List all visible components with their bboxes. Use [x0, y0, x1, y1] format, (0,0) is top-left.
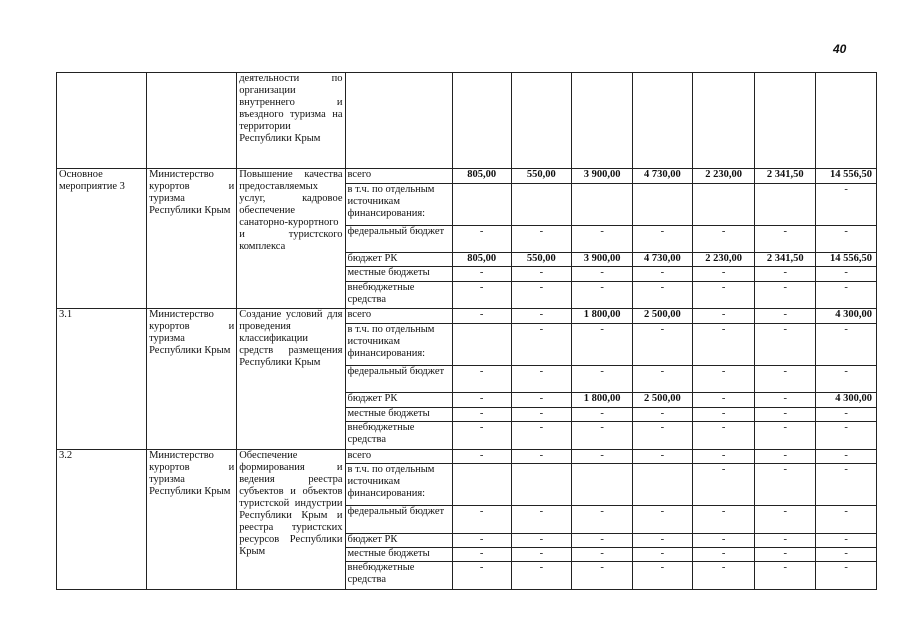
value-cell: -	[511, 323, 572, 365]
value-cell: -	[632, 505, 692, 533]
value-cell: -	[755, 547, 816, 561]
value-cell: -	[572, 449, 633, 463]
value-cell: -	[511, 547, 572, 561]
value-cell: -	[452, 281, 511, 309]
value-cell: -	[511, 449, 572, 463]
value-cell: 4 300,00	[816, 309, 877, 323]
value-cell: 14 556,50	[816, 169, 877, 183]
source-cell	[345, 73, 452, 169]
value-cell: 4 300,00	[816, 393, 877, 407]
value-cell: -	[692, 407, 755, 421]
value-cell: -	[816, 464, 877, 506]
value-cell: -	[452, 422, 511, 450]
executor-cell: Министерство курортов и туризма Республики Крым	[147, 309, 237, 449]
value-cell: -	[511, 267, 572, 281]
source-row-total	[57, 309, 877, 323]
value-cell	[632, 464, 692, 506]
value-cell	[452, 464, 511, 506]
value-cell: -	[692, 562, 755, 590]
event-cell: Создание условий для проведения классификации средств размещения Республики Крым	[237, 309, 345, 449]
value-cell: -	[452, 547, 511, 561]
source-label: всего	[345, 169, 452, 183]
value-cell: 550,00	[511, 169, 572, 183]
value-cell	[632, 183, 692, 225]
value-cell: -	[816, 225, 877, 253]
value-cell: 4 730,00	[632, 253, 692, 267]
value-cell: -	[511, 407, 572, 421]
value-cell: 2 500,00	[632, 393, 692, 407]
value-cell: -	[632, 407, 692, 421]
value-cell: 550,00	[511, 253, 572, 267]
value-cell: -	[755, 407, 816, 421]
value-cell: -	[692, 365, 755, 393]
source-label: внебюджетные средства	[345, 281, 452, 309]
value-cell: 2 500,00	[632, 309, 692, 323]
value-cell: -	[692, 225, 755, 253]
value-cell: -	[632, 547, 692, 561]
value-cell: 2 230,00	[692, 253, 755, 267]
value-cell	[452, 183, 511, 225]
value-cell: -	[511, 393, 572, 407]
value-cell: 3 900,00	[572, 169, 633, 183]
budget-table	[56, 72, 877, 590]
value-cell: -	[452, 365, 511, 393]
value-cell: -	[755, 533, 816, 547]
value-cell: -	[511, 225, 572, 253]
value-cell: 2 341,50	[755, 253, 816, 267]
value-cell: -	[632, 225, 692, 253]
block-label: 3.1	[57, 309, 147, 449]
value-cell: -	[632, 449, 692, 463]
value-cell: -	[511, 562, 572, 590]
page-number: 40	[833, 42, 847, 56]
value-cell: -	[452, 407, 511, 421]
value-cell: -	[632, 365, 692, 393]
value-cell	[572, 464, 633, 506]
value-cell: -	[692, 281, 755, 309]
event-cell: Повышение качества предоставляемых услуг, кадровое обеспечение санаторно-курортного и туристского комплекса	[237, 169, 345, 309]
value-cell	[452, 323, 511, 365]
value-cell: 2 341,50	[755, 169, 816, 183]
value-cell: -	[452, 505, 511, 533]
value-cell: -	[755, 323, 816, 365]
executor-cell	[147, 73, 237, 169]
value-cell: -	[755, 505, 816, 533]
value-cell: -	[816, 407, 877, 421]
value-cell: -	[511, 309, 572, 323]
value-cell: -	[755, 393, 816, 407]
value-cell: -	[572, 407, 633, 421]
value-cell: -	[755, 267, 816, 281]
value-cell: -	[452, 533, 511, 547]
value-cell: -	[692, 547, 755, 561]
source-label: внебюджетные средства	[345, 562, 452, 590]
value-cell: -	[816, 183, 877, 225]
source-label: всего	[345, 449, 452, 463]
source-label: федеральный бюджет	[345, 505, 452, 533]
event-cell: деятельности по организации внутреннего и въездного туризма на территории Республики Крым	[237, 73, 345, 169]
value-cell: -	[692, 267, 755, 281]
value-cell: -	[452, 393, 511, 407]
value-cell: 805,00	[452, 169, 511, 183]
value-cell: -	[632, 267, 692, 281]
source-label: местные бюджеты	[345, 407, 452, 421]
source-label: бюджет РК	[345, 533, 452, 547]
value-cell: -	[632, 323, 692, 365]
value-cell: -	[816, 281, 877, 309]
value-cell: -	[511, 365, 572, 393]
source-label: в т.ч. по отдельным источникам финансирования:	[345, 183, 452, 225]
value-cell: 4 730,00	[632, 169, 692, 183]
value-cell: -	[572, 365, 633, 393]
source-label: бюджет РК	[345, 253, 452, 267]
value-cell: -	[816, 533, 877, 547]
source-label: федеральный бюджет	[345, 225, 452, 253]
value-cell: -	[816, 562, 877, 590]
value-cell: -	[755, 309, 816, 323]
value-cell: 3 900,00	[572, 253, 633, 267]
source-row-total	[57, 449, 877, 463]
value-cell: -	[572, 505, 633, 533]
value-cell: -	[692, 449, 755, 463]
source-label: в т.ч. по отдельным источникам финансирования:	[345, 464, 452, 506]
block-label: Основное мероприятие 3	[57, 169, 147, 309]
source-row-total	[57, 169, 877, 183]
value-cell: -	[511, 505, 572, 533]
value-cell: -	[632, 422, 692, 450]
value-cell: -	[452, 309, 511, 323]
value-cell: -	[692, 323, 755, 365]
source-label: в т.ч. по отдельным источникам финансирования:	[345, 323, 452, 365]
value-cell: 14 556,50	[816, 253, 877, 267]
value-cell: -	[755, 464, 816, 506]
value-cell	[572, 183, 633, 225]
value-cell: -	[692, 505, 755, 533]
value-cell: 2 230,00	[692, 169, 755, 183]
value-cell	[511, 183, 572, 225]
value-cell: 1 800,00	[572, 393, 633, 407]
value-cell: -	[572, 323, 633, 365]
value-cell: -	[816, 505, 877, 533]
source-label: бюджет РК	[345, 393, 452, 407]
value-cell: -	[816, 449, 877, 463]
value-cell: -	[511, 533, 572, 547]
value-cell: -	[632, 281, 692, 309]
value-cell: -	[816, 547, 877, 561]
value-cell	[755, 183, 816, 225]
value-cell: -	[572, 547, 633, 561]
intro-row	[57, 73, 877, 169]
value-cell: -	[511, 422, 572, 450]
value-cell: -	[755, 562, 816, 590]
value-cell: -	[755, 225, 816, 253]
executor-cell: Министерство курортов и туризма Республики Крым	[147, 169, 237, 309]
value-cell: -	[816, 323, 877, 365]
value-cell: -	[452, 267, 511, 281]
value-cell: -	[572, 281, 633, 309]
source-label: всего	[345, 309, 452, 323]
event-cell: Обеспечение формирования и ведения реестра субъектов и объектов туристской индустрии Республики Крым и реестра туристских ресурсов Республики Крым	[237, 449, 345, 589]
value-cell	[511, 464, 572, 506]
value-cell: -	[692, 464, 755, 506]
source-label: внебюджетные средства	[345, 422, 452, 450]
block-label: 3.2	[57, 449, 147, 589]
value-cell: -	[692, 533, 755, 547]
value-cell: -	[692, 309, 755, 323]
value-cell: -	[572, 422, 633, 450]
value-cell: -	[692, 393, 755, 407]
value-cell: -	[816, 365, 877, 393]
value-cell	[692, 183, 755, 225]
source-label: федеральный бюджет	[345, 365, 452, 393]
value-cell: -	[572, 225, 633, 253]
value-cell: 1 800,00	[572, 309, 633, 323]
value-cell: -	[816, 422, 877, 450]
source-label: местные бюджеты	[345, 547, 452, 561]
value-cell: -	[511, 281, 572, 309]
value-cell: -	[755, 365, 816, 393]
value-cell: -	[572, 267, 633, 281]
value-cell: -	[755, 281, 816, 309]
value-cell: -	[755, 422, 816, 450]
value-cell: -	[816, 267, 877, 281]
value-cell: -	[755, 449, 816, 463]
value-cell: -	[572, 533, 633, 547]
label-cell	[57, 73, 147, 169]
value-cell: -	[452, 225, 511, 253]
value-cell: -	[572, 562, 633, 590]
executor-cell: Министерство курортов и туризма Республики Крым	[147, 449, 237, 589]
value-cell: -	[452, 449, 511, 463]
value-cell: 805,00	[452, 253, 511, 267]
value-cell: -	[632, 562, 692, 590]
source-label: местные бюджеты	[345, 267, 452, 281]
value-cell: -	[632, 533, 692, 547]
value-cell: -	[452, 562, 511, 590]
value-cell: -	[692, 422, 755, 450]
